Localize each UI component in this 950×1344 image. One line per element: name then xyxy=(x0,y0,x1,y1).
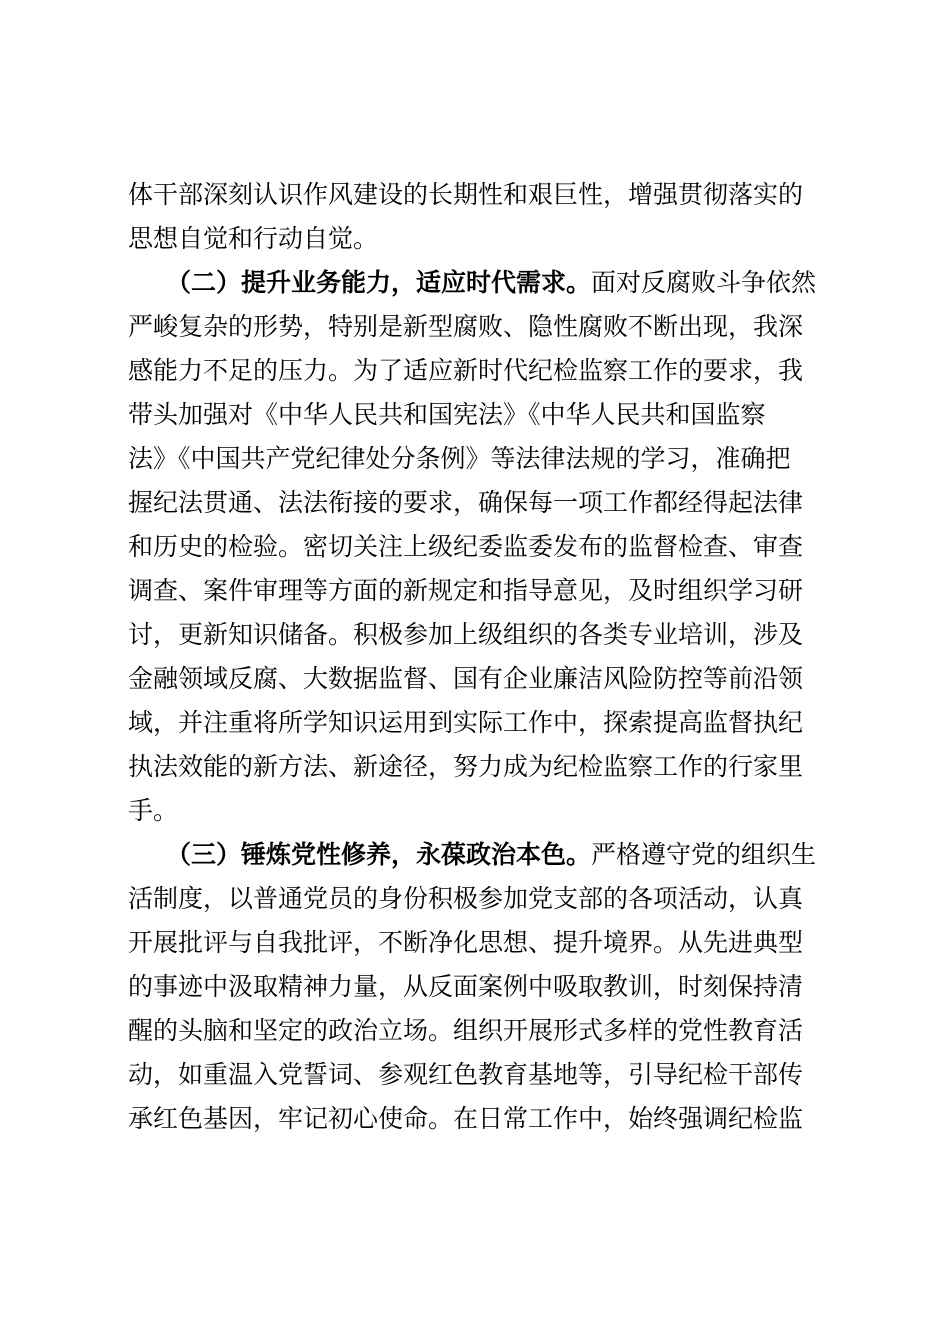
text-line: 和历史的检验。密切关注上级纪委监委发布的监督检查、审查 xyxy=(128,532,804,561)
text-line: 开展批评与自我批评，不断净化思想、提升境界。从先进典型 xyxy=(128,928,804,957)
section-first-line xyxy=(128,261,828,305)
document-body xyxy=(128,173,828,1141)
text-line: 思想自觉和行动自觉。 xyxy=(128,224,379,253)
text-line: 金融领域反腐、大数据监督、国有企业廉洁风险防控等前沿领 xyxy=(128,664,804,693)
section-text: 严格遵守党的组织生 xyxy=(591,840,817,869)
text-line: 的事迹中汲取精神力量，从反面案例中吸取教训，时刻保持清 xyxy=(128,972,804,1001)
text-line: 带头加强对《中华人民共和国宪法》《中华人民共和国监察 xyxy=(128,400,766,429)
text-line: 承红色基因，牢记初心使命。在日常工作中，始终强调纪检监 xyxy=(128,1104,804,1133)
paragraph-section-3 xyxy=(128,833,828,1141)
text-line: 动，如重温入党誓词、参观红色教育基地等，引导纪检干部传 xyxy=(128,1060,804,1089)
text-line: 调查、案件审理等方面的新规定和指导意见，及时组织学习研 xyxy=(128,576,804,605)
text-line: 活制度，以普通党员的身份积极参加党支部的各项活动，认真 xyxy=(128,884,804,913)
text-line: 讨，更新知识储备。积极参加上级组织的各类专业培训，涉及 xyxy=(128,620,804,649)
text-line: 域，并注重将所学知识运用到实际工作中，探索提高监督执纪 xyxy=(128,708,804,737)
text-line: 手。 xyxy=(128,796,179,825)
section-first-line xyxy=(128,833,828,877)
paragraph-continuation xyxy=(128,173,828,261)
text-line: 执法效能的新方法、新途径，努力成为纪检监察工作的行家里 xyxy=(128,752,804,781)
text-line: 法》《中国共产党纪律处分条例》等法律法规的学习，准确把 xyxy=(128,444,791,473)
text-line: 感能力不足的压力。为了适应新时代纪检监察工作的要求，我 xyxy=(128,356,804,385)
text-line: 严峻复杂的形势，特别是新型腐败、隐性腐败不断出现，我深 xyxy=(128,312,804,341)
text-line: 握纪法贯通、法法衔接的要求，确保每一项工作都经得起法律 xyxy=(128,488,804,517)
section-heading: （三）锤炼党性修养，永葆政治本色。 xyxy=(166,840,592,869)
paragraph-section-2 xyxy=(128,261,828,833)
section-heading: （二）提升业务能力，适应时代需求。 xyxy=(166,268,592,297)
text-line: 醒的头脑和坚定的政治立场。组织开展形式多样的党性教育活 xyxy=(128,1016,804,1045)
section-text: 面对反腐败斗争依然 xyxy=(591,268,817,297)
text-line: 体干部深刻认识作风建设的长期性和艰巨性，增强贯彻落实的 xyxy=(128,180,804,209)
